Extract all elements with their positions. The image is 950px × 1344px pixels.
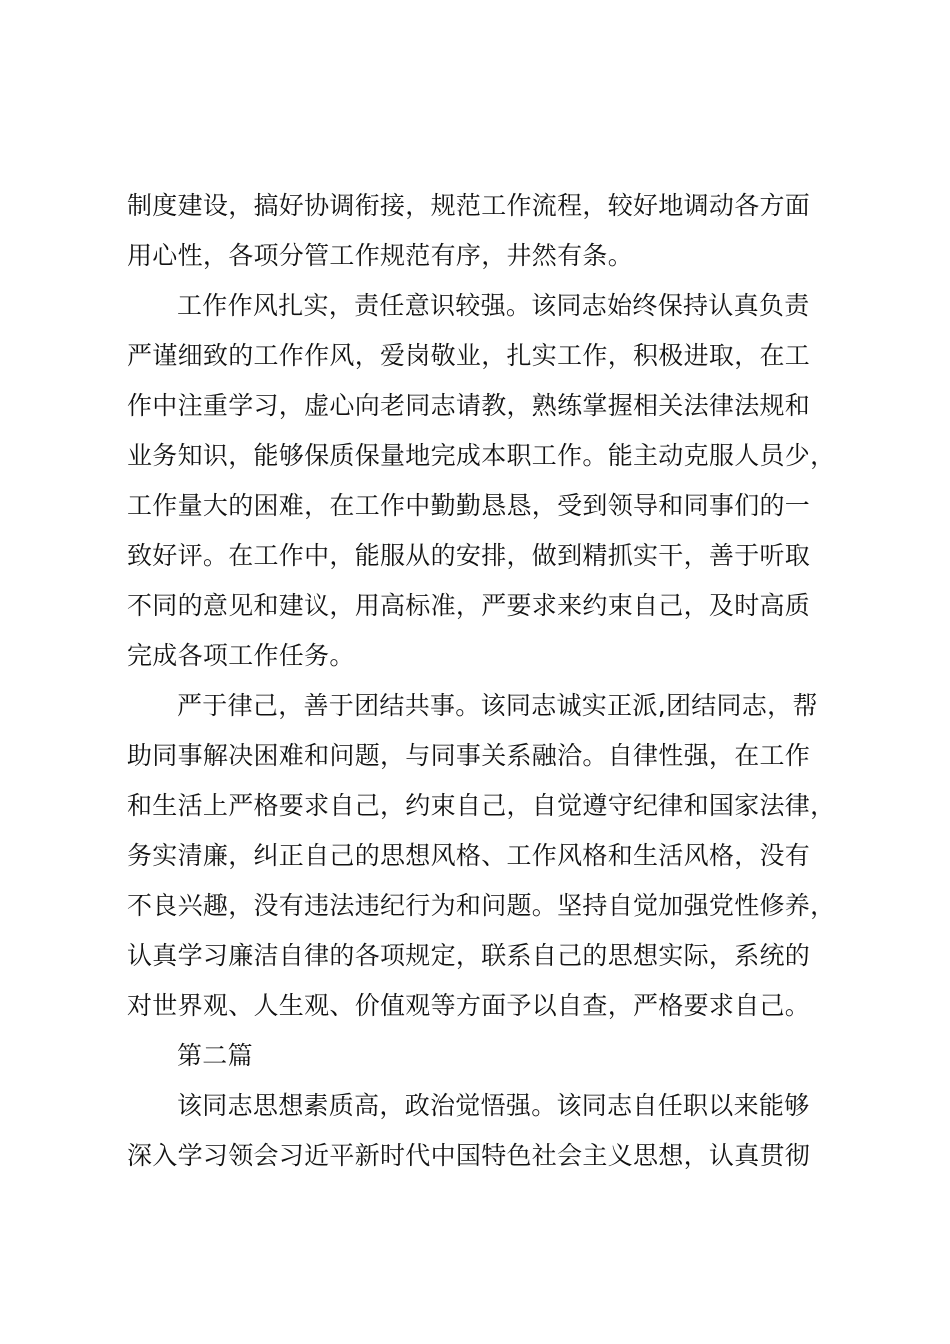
text-line: 和生活上严格要求自己，约束自己，自觉遵守纪律和国家法律，	[127, 791, 836, 820]
text-line: 不同的意见和建议，用高标准，严要求来约束自己，及时高质	[127, 591, 811, 620]
text-line: 严谨细致的工作作风，爱岗敬业，扎实工作，积极进取，在工	[127, 341, 811, 370]
text-line: 不良兴趣，没有违法违纪行为和问题。坚持自觉加强党性修养，	[127, 891, 836, 920]
section-heading: 第二篇	[177, 1041, 253, 1070]
text-line: 对世界观、人生观、价值观等方面予以自查，严格要求自己。	[127, 991, 811, 1020]
text-line: 制度建设，搞好协调衔接，规范工作流程，较好地调动各方面	[127, 191, 811, 220]
text-line: 务实清廉，纠正自己的思想风格、工作风格和生活风格，没有	[127, 841, 811, 870]
text-line: 致好评。在工作中，能服从的安排，做到精抓实干，善于听取	[127, 541, 811, 570]
text-line: 用心性，各项分管工作规范有序，井然有条。	[127, 241, 634, 270]
text-line: 助同事解决困难和问题，与同事关系融洽。自律性强，在工作	[127, 741, 811, 770]
paragraph-start-line: 严于律己，善于团结共事。该同志诚实正派,团结同志，帮	[177, 691, 818, 720]
text-line: 工作量大的困难，在工作中勤勤恳恳，受到领导和同事们的一	[127, 491, 811, 520]
text-line: 深入学习领会习近平新时代中国特色社会主义思想，认真贯彻	[127, 1141, 811, 1170]
paragraph-start-line: 工作作风扎实，责任意识较强。该同志始终保持认真负责	[177, 291, 810, 320]
text-line: 完成各项工作任务。	[127, 641, 355, 670]
text-line: 认真学习廉洁自律的各项规定，联系自己的思想实际，系统的	[127, 941, 811, 970]
text-line: 作中注重学习，虚心向老同志请教，熟练掌握相关法律法规和	[127, 391, 811, 420]
paragraph-start-line: 该同志思想素质高，政治觉悟强。该同志自任职以来能够	[177, 1091, 810, 1120]
text-line: 业务知识，能够保质保量地完成本职工作。能主动克服人员少，	[127, 441, 836, 470]
